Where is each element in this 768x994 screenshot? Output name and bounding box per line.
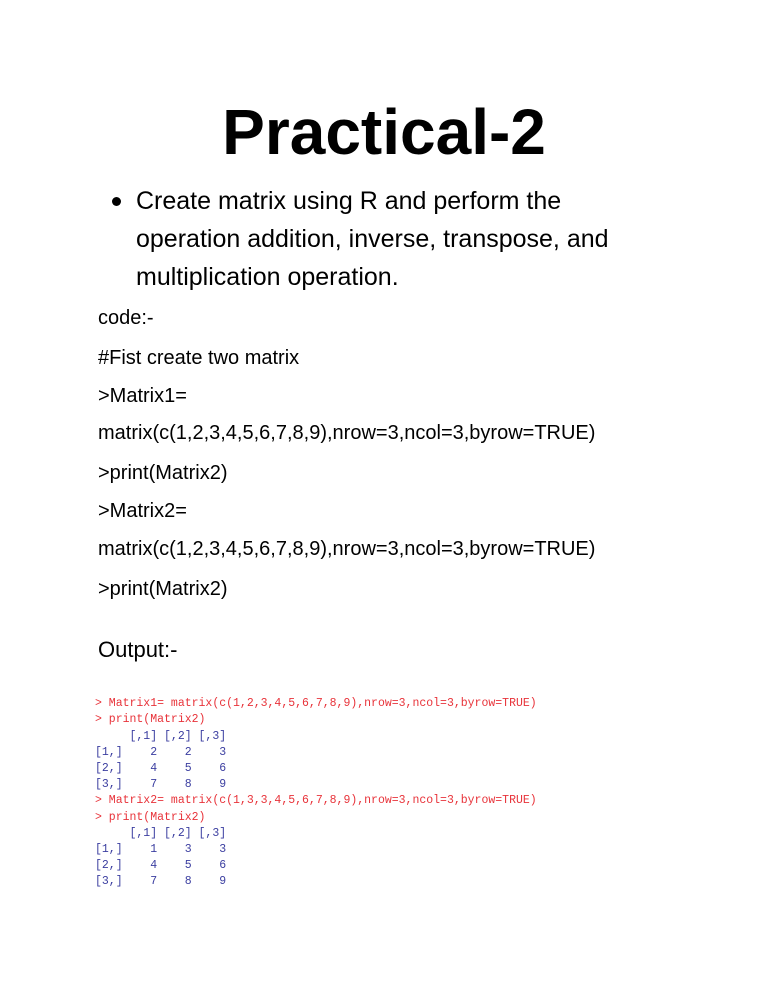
code-line: >Matrix1= xyxy=(98,385,187,407)
task-bullet xyxy=(112,182,672,296)
console-line: [,1] [,2] [,3] xyxy=(95,729,227,743)
console-line: [,1] [,2] [,3] xyxy=(95,826,227,840)
output-label: Output:- xyxy=(98,637,178,662)
page-title: Practical-2 xyxy=(222,96,546,168)
r-console-output xyxy=(95,680,537,907)
code-line: >print(Matrix2) xyxy=(98,578,228,600)
code-line: >print(Matrix2) xyxy=(98,462,228,484)
code-line: matrix(c(1,2,3,4,5,6,7,8,9),nrow=3,ncol=3,byrow=TRUE) xyxy=(98,538,596,560)
code-line: #Fist create two matrix xyxy=(98,347,300,369)
console-line: [1,] 2 2 3 xyxy=(95,745,227,759)
code-line: matrix(c(1,2,3,4,5,6,7,8,9),nrow=3,ncol=3,byrow=TRUE) xyxy=(98,422,596,444)
code-line: >Matrix2= xyxy=(98,500,187,522)
console-line: > print(Matrix2) xyxy=(95,810,206,824)
console-line: > Matrix2= matrix(c(1,3,3,4,5,6,7,8,9),nrow=3,ncol=3,byrow=TRUE) xyxy=(95,794,537,808)
console-line: > Matrix1= matrix(c(1,2,3,4,5,6,7,8,9),nrow=3,ncol=3,byrow=TRUE) xyxy=(95,697,537,711)
code-label: code:- xyxy=(98,307,154,329)
console-line: > print(Matrix2) xyxy=(95,713,206,727)
console-line: [3,] 7 8 9 xyxy=(95,778,227,792)
bullet-icon xyxy=(112,197,121,206)
console-line: [2,] 4 5 6 xyxy=(95,859,227,873)
console-line: [3,] 7 8 9 xyxy=(95,875,227,889)
task-text: Create matrix using R and perform the operation addition, inverse, transpose, and multiplication operation. xyxy=(136,187,609,291)
console-line: [2,] 4 5 6 xyxy=(95,762,227,776)
console-line: [1,] 1 3 3 xyxy=(95,843,227,857)
